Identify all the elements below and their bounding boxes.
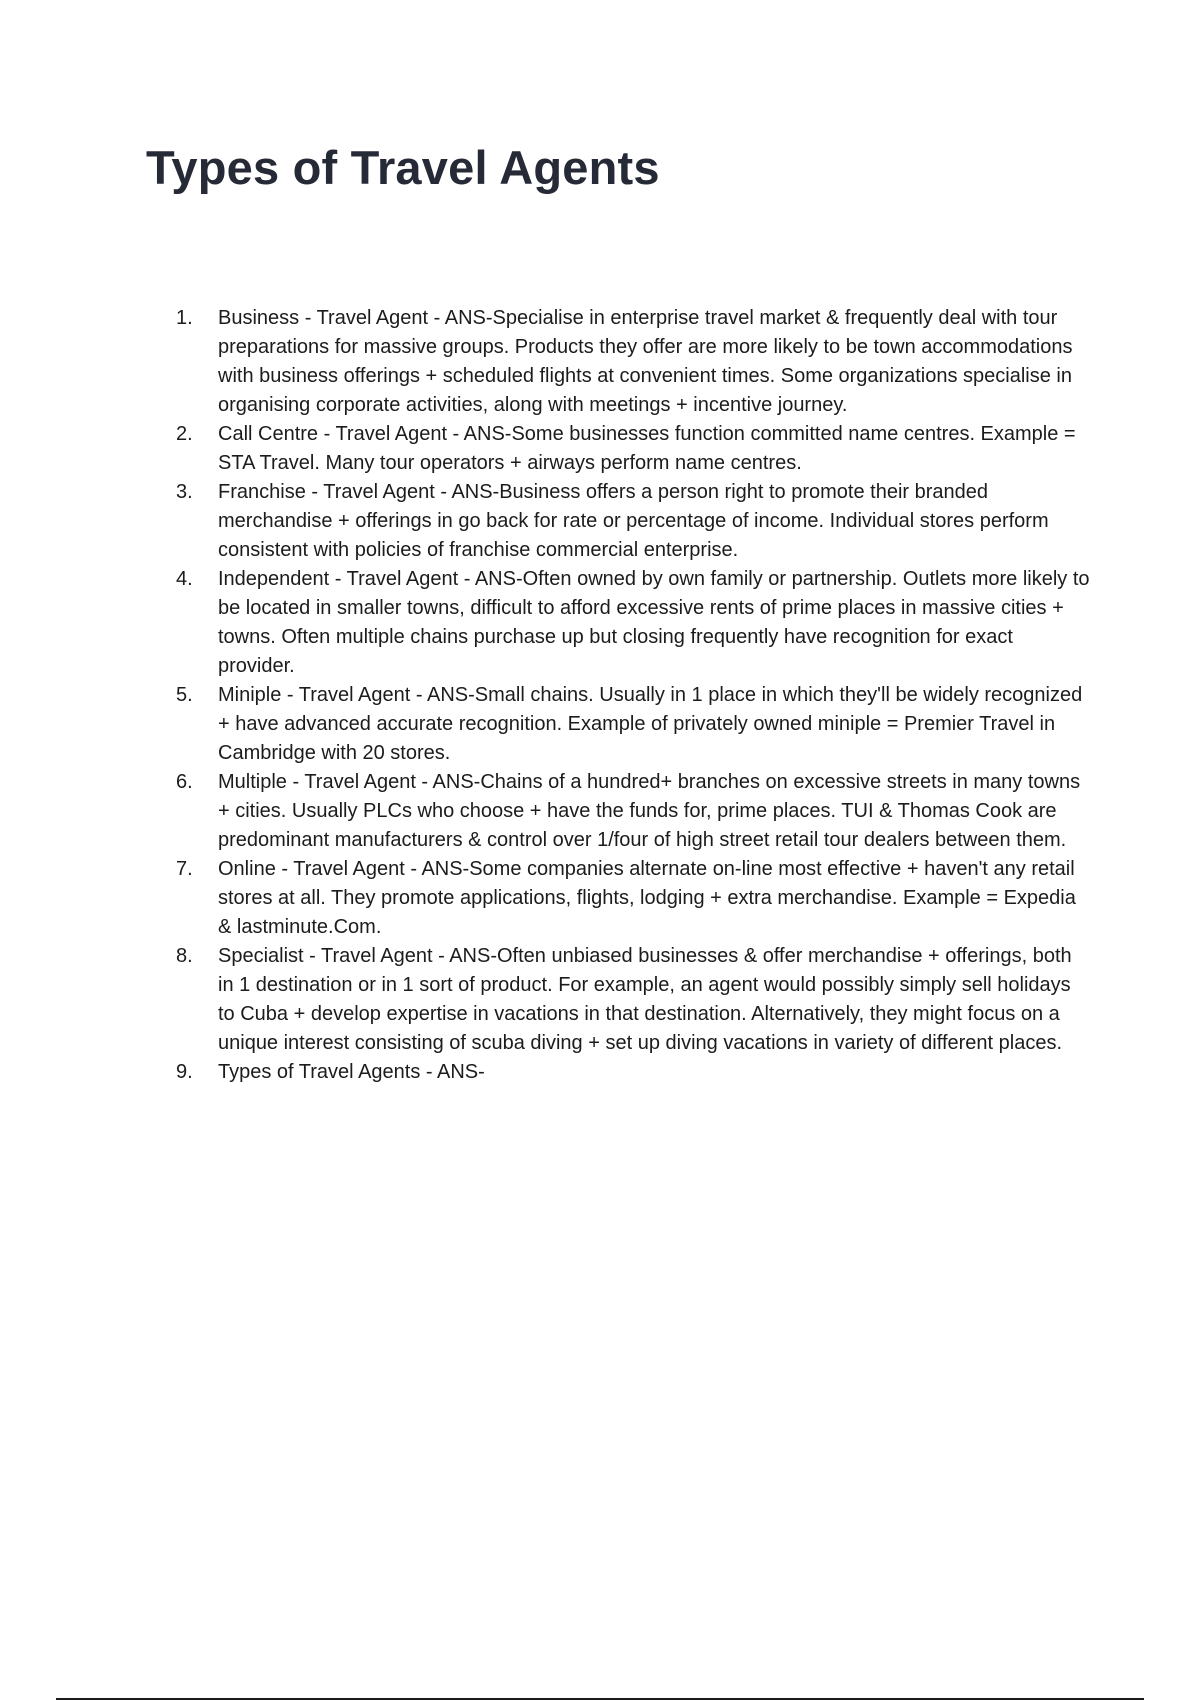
list-item-text: Business - Travel Agent - ANS-Specialise in enterprise travel market & frequently deal with tour preparations for massive groups. Products they offer are more likely to be town accommodations with business offerings + scheduled flights at convenient times. Some organizations specialise in organising corporate activities, along with meetings + incentive journey. <box>218 307 1073 416</box>
list-item-number: 3. <box>176 481 193 503</box>
list-item-number: 9. <box>176 1061 193 1083</box>
list-item <box>0 304 1200 420</box>
list-item <box>0 565 1200 681</box>
page-title: Types of Travel Agents <box>146 141 660 194</box>
list-item-text: Types of Travel Agents - ANS- <box>218 1061 485 1083</box>
list-item-number: 7. <box>176 858 193 880</box>
list-item-text: Specialist - Travel Agent - ANS-Often unbiased businesses & offer merchandise + offerings, both in 1 destination or in 1 sort of product. For example, an agent would possibly simply sell holidays to Cuba + develop expertise in vacations in that destination. Alternatively, they might focus on a unique interest consisting of scuba diving + set up diving vacations in variety of different places. <box>218 945 1072 1054</box>
list-item-number: 4. <box>176 568 193 590</box>
list-item <box>0 855 1200 942</box>
list-item-number: 2. <box>176 423 193 445</box>
list-item-number: 1. <box>176 307 193 329</box>
list-item-number: 6. <box>176 771 193 793</box>
list-item-text: Multiple - Travel Agent - ANS-Chains of a hundred+ branches on excessive streets in many towns + cities. Usually PLCs who choose + have the funds for, prime places. TUI & Thomas Cook are predominant manufacturers & control over 1/four of high street retail tour dealers between them. <box>218 771 1081 851</box>
list-item <box>0 420 1200 478</box>
list-item <box>0 942 1200 1058</box>
travel-agent-types-list <box>0 304 1200 1087</box>
list-item-text: Call Centre - Travel Agent - ANS-Some businesses function committed name centres. Example = STA Travel. Many tour operators + airways perform name centres. <box>218 423 1076 474</box>
list-item-number: 5. <box>176 684 193 706</box>
list-item-number: 8. <box>176 945 193 967</box>
list-item-text: Independent - Travel Agent - ANS-Often owned by own family or partnership. Outlets more likely to be located in smaller towns, difficult to afford excessive rents of prime places in massive cities + towns. Often multiple chains purchase up but closing frequently have recognition for exact provider. <box>218 568 1090 677</box>
list-item <box>0 1058 1200 1087</box>
list-item-text: Miniple - Travel Agent - ANS-Small chains. Usually in 1 place in which they'll be widely recognized + have advanced accurate recognition. Example of privately owned miniple = Premier Travel in Cambridge with 20 stores. <box>218 684 1083 764</box>
list-item-text: Online - Travel Agent - ANS-Some companies alternate on-line most effective + haven't any retail stores at all. They promote applications, flights, lodging + extra merchandise. Example = Expedia & lastminute.Com. <box>218 858 1076 938</box>
list-item <box>0 478 1200 565</box>
list-item <box>0 681 1200 768</box>
list-item <box>0 768 1200 855</box>
list-item-text: Franchise - Travel Agent - ANS-Business offers a person right to promote their branded merchandise + offerings in go back for rate or percentage of income. Individual stores perform consistent with policies of franchise commercial enterprise. <box>218 481 1049 561</box>
